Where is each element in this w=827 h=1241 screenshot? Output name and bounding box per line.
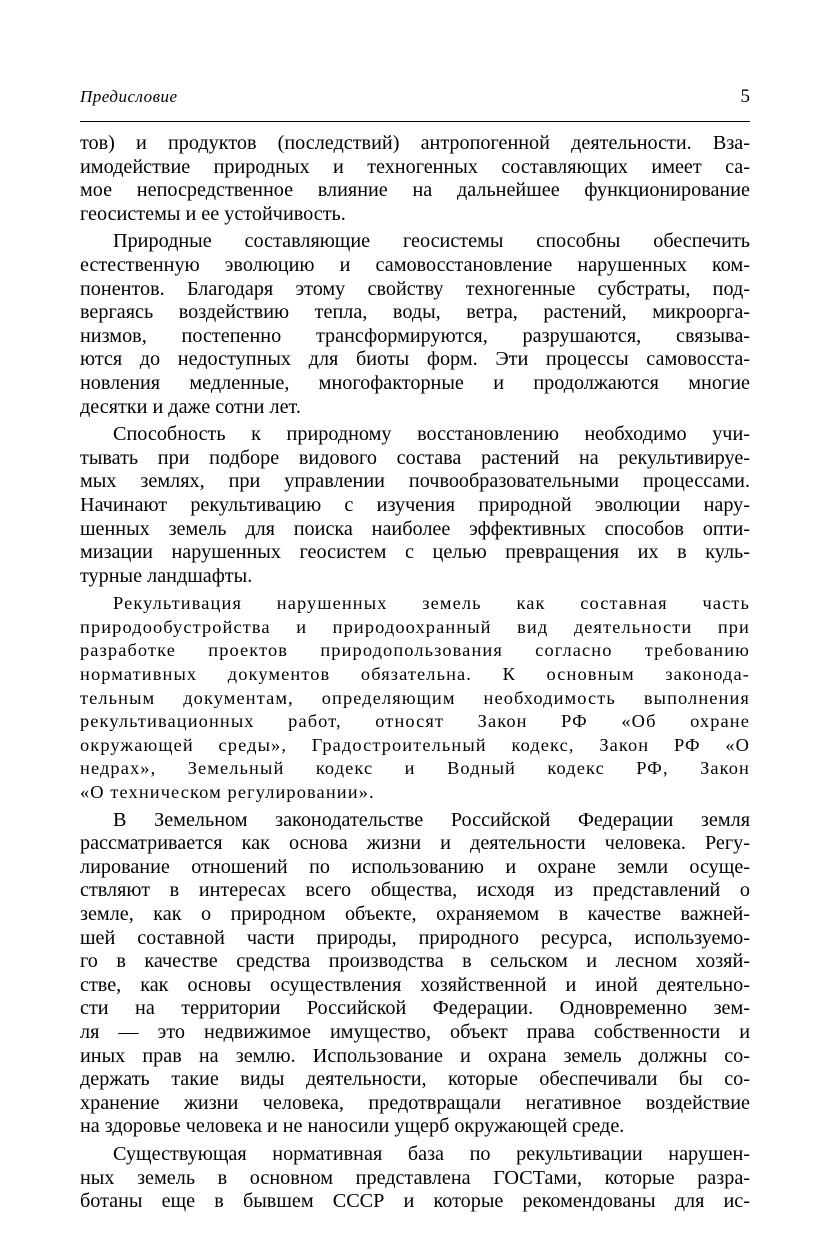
text-line: лирование отношений по использованию и охране земли осуще- <box>80 855 750 878</box>
text-line: держать такие виды деятельности, которые обеспечивали бы со- <box>80 1068 750 1091</box>
text-line: ствляют в интересах всего общества, исходя из представлений о <box>80 879 750 902</box>
text-line: тов) и продуктов (последствий) антропогенной деятельности. Вза- <box>80 132 750 154</box>
paragraph-2 <box>80 230 750 419</box>
text-line: мое непосредственное влияние на дальнейшее функционирование <box>80 179 750 202</box>
text-line: мых землях, при управлении почвообразовательными процессами. <box>80 470 750 493</box>
text-line: недрах», Земельный кодекс и Водный кодекс РФ, Закон <box>80 758 750 779</box>
text-line: земле, как о природном объекте, охраняемом в качестве важней- <box>80 903 750 925</box>
text-line: Начинают рекультивацию с изучения природной эволюции нару- <box>80 493 750 516</box>
text-line: окружающей среды», Градостроительный кодекс, Закон РФ «О <box>80 734 750 755</box>
text-line: естественную эволюцию и самовосстановление нарушенных ком- <box>80 253 750 276</box>
text-line: новления медленные, многофакторные и продолжаются многие <box>80 371 750 394</box>
text-line: на здоровье человека и не наносили ущерб окружающей среде. <box>80 1115 625 1138</box>
text-line: сти на территории Российской Федерации. Одновременно зем- <box>80 997 750 1020</box>
text-line: ботаны еще в бывшем СССР и которые рекомендованы для ис- <box>80 1190 750 1213</box>
page <box>80 80 750 1213</box>
text-line: турные ландшафты. <box>80 564 253 587</box>
running-header <box>80 80 750 110</box>
text-line: Природные составляющие геосистемы способны обеспечить <box>113 230 750 253</box>
text-line: стве, как основы осуществления хозяйственной и иной деятельно- <box>80 973 750 996</box>
text-line: низмов, постепенно трансформируются, разрушаются, связыва- <box>80 324 750 347</box>
text-line: Способность к природному восстановлению необходимо учи- <box>113 423 750 446</box>
paragraph-4 <box>80 592 750 804</box>
page-number: 5 <box>740 86 750 107</box>
body-text <box>80 132 750 1214</box>
text-line: ются до недоступных для биоты форм. Эти процессы самовосста- <box>80 348 750 371</box>
text-line: шей составной части природы, природного ресурса, используемо- <box>80 926 750 949</box>
text-line: Рекультивация нарушенных земель как составная часть <box>113 593 750 614</box>
text-line: мизации нарушенных геосистем с целью превращения их в куль- <box>80 541 750 564</box>
running-title: Предисловие <box>80 87 178 106</box>
text-line: ля — это недвижимое имущество, объект права собственности и <box>80 1020 750 1043</box>
text-line: вергаясь воздействию тепла, воды, ветра, растений, микроорга- <box>80 301 750 324</box>
text-line: хранение жизни человека, предотвращали негативное воздействие <box>80 1091 750 1114</box>
paragraph-3 <box>80 423 750 588</box>
paragraph-1 <box>80 132 750 226</box>
text-line: десятки и даже сотни лет. <box>80 395 301 418</box>
text-line: В Земельном законодательстве Российской Федерации земля <box>113 808 750 831</box>
text-line: шенных земель для поиска наиболее эффективных способов опти- <box>80 517 750 540</box>
text-line: разработке проектов природопользования согласно требованию <box>80 640 750 661</box>
text-line: нормативных документов обязательна. К основным законода- <box>80 664 750 685</box>
text-line: ных земель в основном представлена ГОСТами, которые разра- <box>80 1166 750 1189</box>
text-line: рассматривается как основа жизни и деятельности человека. Регу- <box>80 832 750 855</box>
text-line: го в качестве средства производства в сельском и лесном хозяй- <box>80 950 750 973</box>
paragraph-5 <box>80 809 750 1139</box>
text-line: имодействие природных и техногенных составляющих имеет са- <box>80 155 750 178</box>
text-line: Существующая нормативная база по рекультивации нарушен- <box>113 1142 750 1165</box>
text-line: «О техническом регулировании». <box>80 782 375 803</box>
text-line: рекультивационных работ, относят Закон РФ «Об охране <box>80 711 750 732</box>
text-line: понентов. Благодаря этому свойству техногенные субстраты, под- <box>80 277 750 300</box>
text-line: иных прав на землю. Использование и охрана земель должны со- <box>80 1044 750 1067</box>
header-rule <box>80 121 750 122</box>
text-line: тельным документам, определяющим необходимость выполнения <box>80 687 750 708</box>
text-line: природообустройства и природоохранный вид деятельности при <box>80 616 750 637</box>
text-line: тывать при подборе видового состава растений на рекультивируе- <box>80 446 750 469</box>
text-line: геосистемы и ее устойчивость. <box>80 202 346 225</box>
paragraph-6 <box>80 1143 750 1214</box>
